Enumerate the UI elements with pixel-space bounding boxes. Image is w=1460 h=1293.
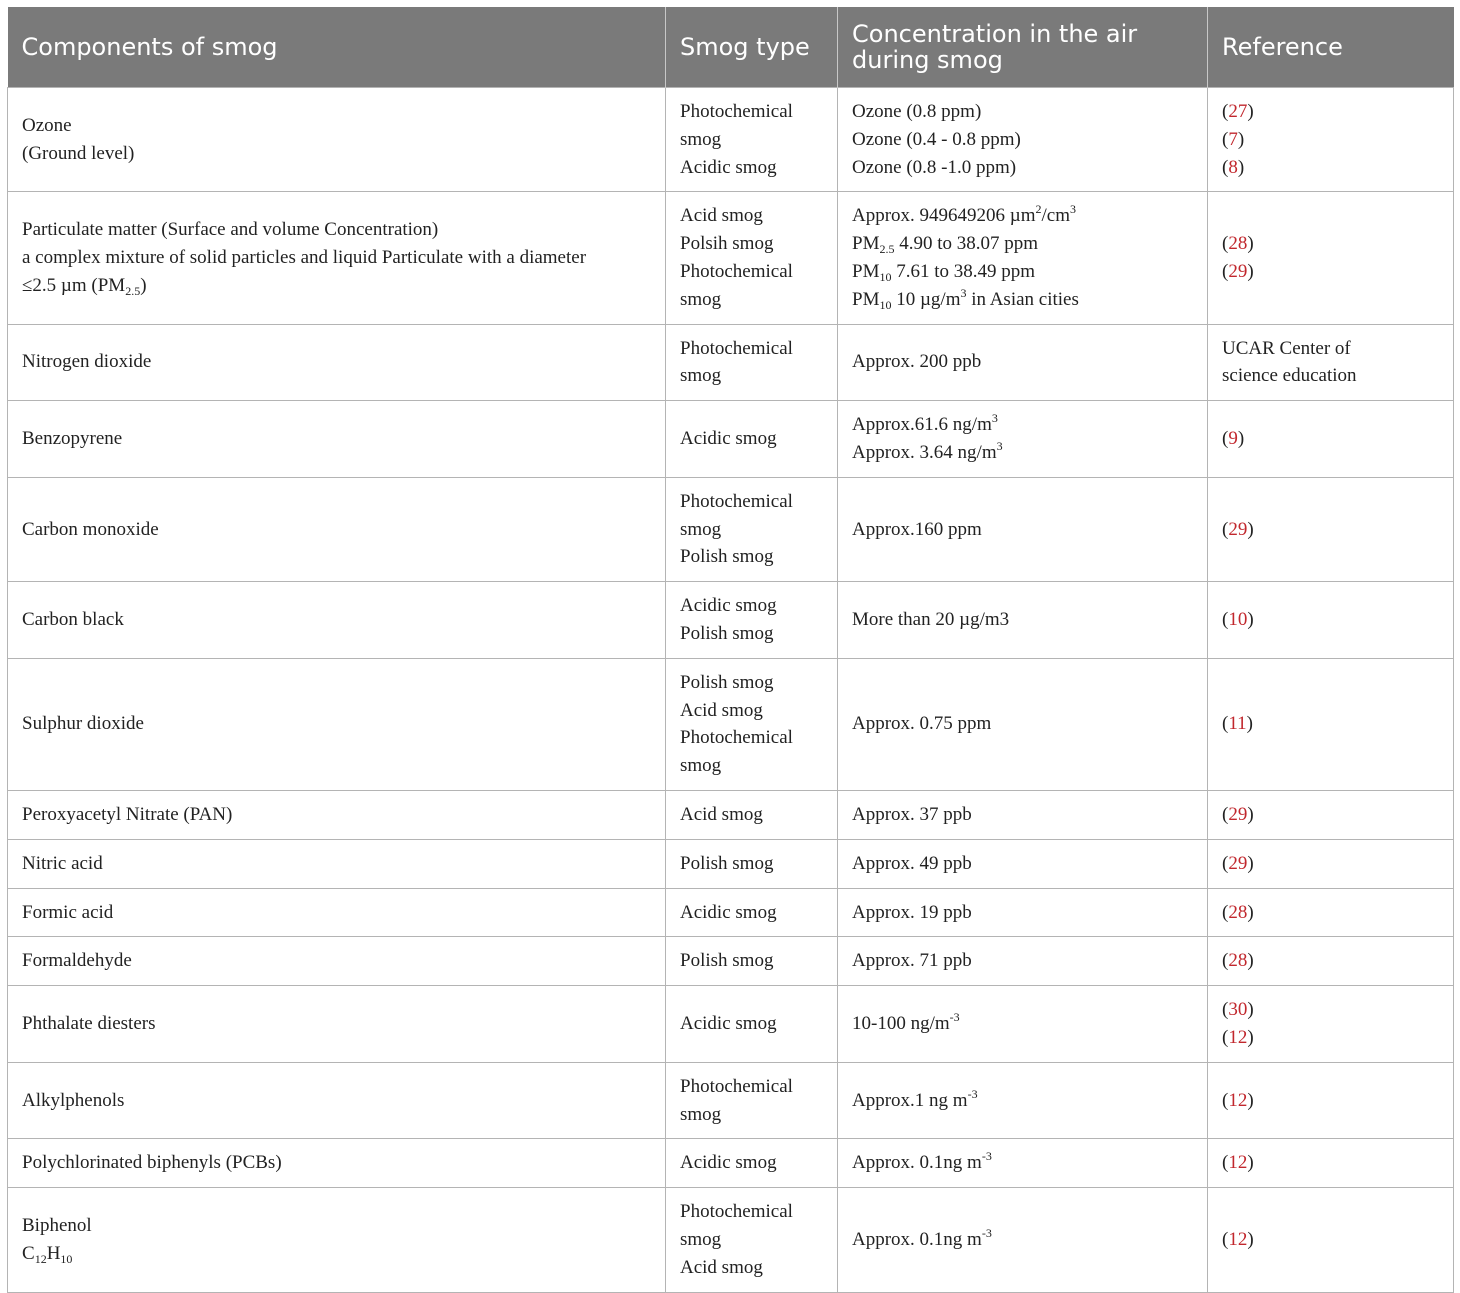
concentration-cell: Approx.1 ng $m^{-3}$ [838,1062,1208,1139]
component-cell: Alkylphenols [8,1062,666,1139]
reference-cell: (30) (12) [1208,986,1454,1063]
reference-link[interactable]: 29 [1228,518,1248,540]
reference-cell: (27) (7) (8) [1208,88,1454,192]
smog-type-cell: Polish smog [666,937,838,986]
component-cell: Sulphur dioxide [8,658,666,790]
reference-link[interactable]: 9 [1228,428,1238,450]
reference-cell: (11) [1208,658,1454,790]
component-cell: Ozone (Ground level) [8,88,666,192]
concentration-cell: Approx. 37 ppb [838,790,1208,839]
table-row [8,888,1454,937]
reference-cell: (28) [1208,937,1454,986]
table-row [8,1139,1454,1188]
concentration-cell: Approx. 0.1ng $m^{-3}$ [838,1139,1208,1188]
reference-cell: (29) [1208,477,1454,581]
reference-link[interactable]: 12 [1228,1152,1248,1174]
concentration-cell: Approx. 949649206 $\mu m^2/cm^3$ $PM_{2.5}$ 4.90 to 38.07 ppm $PM_{10}$ 7.61 to 38.49 ppm $PM_{10}$ 10 $\mu g/m^3$ in Asian cities [838,192,1208,324]
concentration-cell: Ozone (0.8 ppm) Ozone (0.4 - 0.8 ppm) Ozone (0.8 -1.0 ppm) [838,88,1208,192]
component-cell: Biphenol $C_{12}H_{10}$ [8,1188,666,1292]
reference-link[interactable]: 8 [1228,156,1238,178]
concentration-cell: More than 20 µg/m3 [838,582,1208,659]
reference-cell: (12) [1208,1188,1454,1292]
table-row [8,88,1454,192]
reference-link[interactable]: 29 [1228,260,1248,282]
header-concentration: Concentration in the air during smog [838,7,1208,88]
smog-type-cell: Photochemical smog [666,324,838,401]
component-cell: Nitrogen dioxide [8,324,666,401]
smog-type-cell: Polish smog [666,839,838,888]
concentration-cell: Approx.61.6 $ng/m^3$ Approx. 3.64 $ng/m^3$ [838,401,1208,478]
table-row [8,790,1454,839]
component-cell: Formic acid [8,888,666,937]
reference-link[interactable]: 7 [1228,128,1238,150]
reference-link[interactable]: 27 [1228,101,1248,122]
table-row [8,658,1454,790]
smog-type-cell: Photochemical smog Acidic smog [666,88,838,192]
concentration-cell: Approx. 49 ppb [838,839,1208,888]
reference-link[interactable]: 29 [1228,803,1248,825]
concentration-cell: Approx. 71 ppb [838,937,1208,986]
reference-link[interactable]: 12 [1228,1089,1248,1111]
concentration-cell: Approx.160 ppm [838,477,1208,581]
concentration-cell: 10-100 $ng/m^{-3}$ [838,986,1208,1063]
component-cell: Phthalate diesters [8,986,666,1063]
component-cell: Benzopyrene [8,401,666,478]
header-smog-type: Smog type [666,7,838,88]
reference-cell: (12) [1208,1139,1454,1188]
reference-cell: (29) [1208,790,1454,839]
reference-link[interactable]: 28 [1228,901,1248,923]
reference-cell: (29) [1208,839,1454,888]
reference-cell: (28) [1208,888,1454,937]
reference-link[interactable]: 10 [1228,609,1248,631]
smog-type-cell: Acidic smog [666,401,838,478]
component-cell: Polychlorinated biphenyls (PCBs) [8,1139,666,1188]
reference-link[interactable]: 11 [1228,713,1247,735]
header-components: Components of smog [8,7,666,88]
table-row [8,324,1454,401]
reference-cell: (28) (29) [1208,192,1454,324]
reference-cell: (9) [1208,401,1454,478]
smog-type-cell: Acidic smog [666,888,838,937]
component-cell: Peroxyacetyl Nitrate (PAN) [8,790,666,839]
reference-cell: (12) [1208,1062,1454,1139]
smog-type-cell: Acidic smog [666,986,838,1063]
smog-type-cell: Acid smog Polsih smog Photochemical smog [666,192,838,324]
concentration-cell: Approx. 19 ppb [838,888,1208,937]
component-cell: Nitric acid [8,839,666,888]
table-row [8,937,1454,986]
component-cell: Formaldehyde [8,937,666,986]
table-row [8,1062,1454,1139]
header-reference: Reference [1208,7,1454,88]
component-cell: Particulate matter (Surface and volume Concentration) a complex mixture of solid particles and liquid Particulate with a diameter ≤2.5 µm $(PM_{2.5})$ [8,192,666,324]
smog-type-cell: Acidic smog [666,1139,838,1188]
table-row [8,986,1454,1063]
table-row [8,192,1454,324]
smog-components-table [7,7,1454,1293]
reference-link[interactable]: 29 [1228,852,1248,874]
smog-type-cell: Polish smog Acid smog Photochemical smog [666,658,838,790]
reference-link[interactable]: 12 [1228,1228,1248,1250]
reference-cell: UCAR Center of science education [1208,324,1454,401]
smog-type-cell: Acidic smog Polish smog [666,582,838,659]
reference-link[interactable]: 12 [1228,1026,1248,1048]
table-row [8,1188,1454,1292]
table-row [8,477,1454,581]
smog-type-cell: Photochemical smog Polish smog [666,477,838,581]
reference-link[interactable]: 30 [1228,999,1248,1021]
component-cell: Carbon black [8,582,666,659]
concentration-cell: Approx. 0.75 ppm [838,658,1208,790]
reference-link[interactable]: 28 [1228,233,1248,255]
component-cell: Carbon monoxide [8,477,666,581]
table-row [8,839,1454,888]
concentration-cell: Approx. 200 ppb [838,324,1208,401]
smog-type-cell: Photochemical smog [666,1062,838,1139]
table-header-row [8,7,1454,88]
smog-type-cell: Photochemical smog Acid smog [666,1188,838,1292]
reference-cell: (10) [1208,582,1454,659]
table-row [8,582,1454,659]
smog-type-cell: Acid smog [666,790,838,839]
table-row [8,401,1454,478]
concentration-cell: Approx. 0.1ng $m^{-3}$ [838,1188,1208,1292]
reference-link[interactable]: 28 [1228,950,1248,972]
